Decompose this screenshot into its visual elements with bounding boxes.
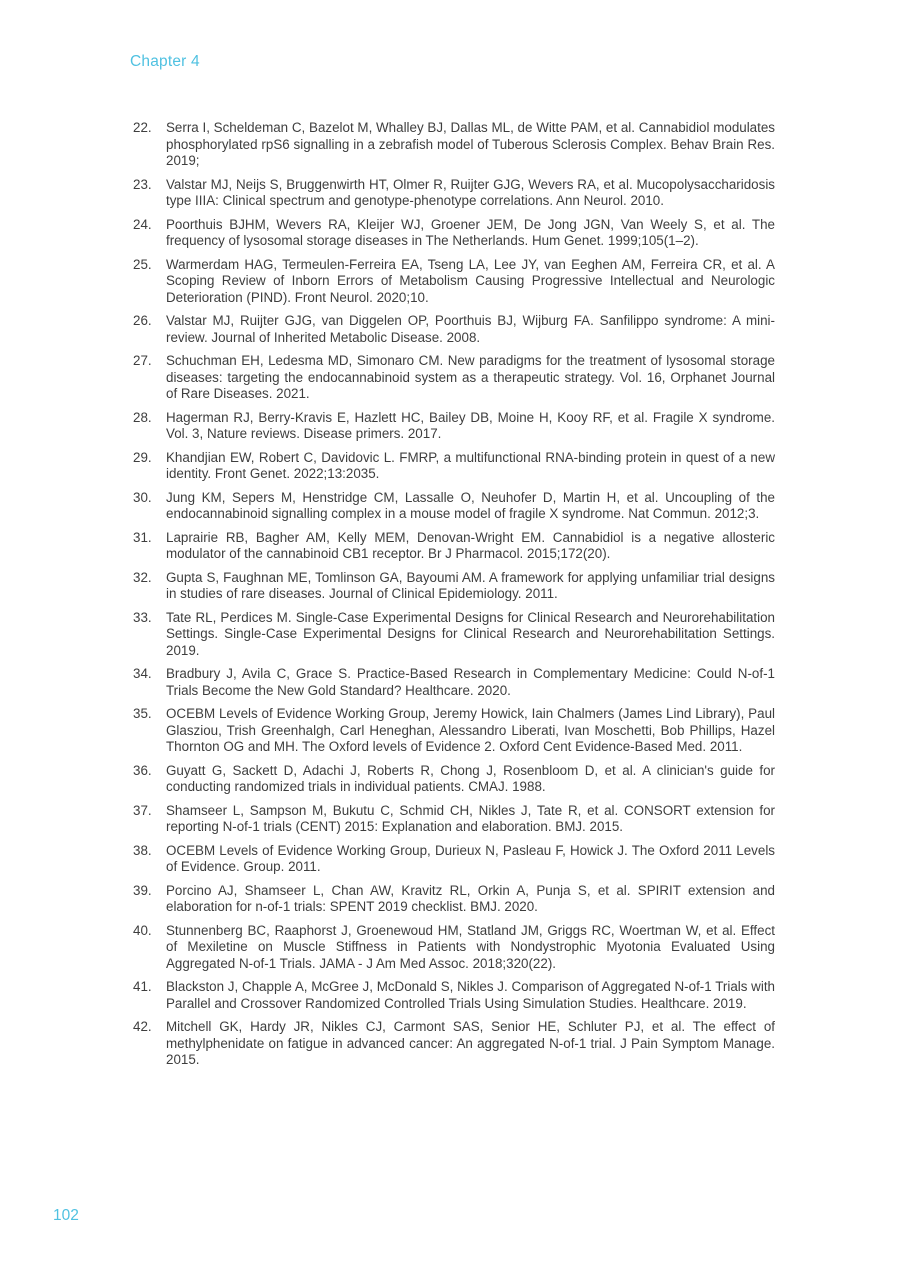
reference-text: Valstar MJ, Neijs S, Bruggenwirth HT, Olmer R, Ruijter GJG, Wevers RA, et al. Mucopolysaccharidosis type IIIA: Clinical spectrum and genotype-phenotype correlations. Ann Neurol. 2010. bbox=[166, 176, 775, 208]
reference-text: Jung KM, Sepers M, Henstridge CM, Lassalle O, Neuhofer D, Martin H, et al. Uncoupling of the endocannabinoid signalling complex in a mouse model of fragile X syndrome. Nat Commun. 2012;3. bbox=[166, 489, 775, 521]
reference-item bbox=[133, 763, 775, 796]
reference-text: Shamseer L, Sampson M, Bukutu C, Schmid CH, Nikles J, Tate R, et al. CONSORT extension for reporting N-of-1 trials (CENT) 2015: Explanation and elaboration. BMJ. 2015. bbox=[166, 802, 775, 834]
reference-text: Porcino AJ, Shamseer L, Chan AW, Kravitz RL, Orkin A, Punja S, et al. SPIRIT extension and elaboration for n-of-1 trials: SPENT 2019 checklist. BMJ. 2020. bbox=[166, 882, 775, 914]
reference-item bbox=[133, 353, 775, 403]
reference-number: 36. bbox=[133, 762, 152, 778]
reference-item bbox=[133, 257, 775, 307]
reference-item bbox=[133, 923, 775, 973]
reference-text: Valstar MJ, Ruijter GJG, van Diggelen OP, Poorthuis BJ, Wijburg FA. Sanfilippo syndrome: A mini-review. Journal of Inherited Metabolic Disease. 2008. bbox=[166, 313, 775, 345]
reference-item bbox=[133, 883, 775, 916]
reference-number: 32. bbox=[133, 569, 152, 585]
reference-item bbox=[133, 177, 775, 210]
reference-item bbox=[133, 120, 775, 170]
reference-item bbox=[133, 217, 775, 250]
reference-text: Bradbury J, Avila C, Grace S. Practice-Based Research in Complementary Medicine: Could N-of-1 Trials Become the New Gold Standard? Healthcare. 2020. bbox=[166, 666, 775, 698]
reference-item bbox=[133, 979, 775, 1012]
reference-text: Hagerman RJ, Berry-Kravis E, Hazlett HC, Bailey DB, Moine H, Kooy RF, et al. Fragile X syndrome. Vol. 3, Nature reviews. Disease primers. 2017. bbox=[166, 409, 775, 441]
page-number: 102 bbox=[53, 1207, 79, 1224]
chapter-header: Chapter 4 bbox=[130, 53, 200, 70]
reference-number: 39. bbox=[133, 882, 152, 898]
reference-item bbox=[133, 706, 775, 756]
reference-number: 22. bbox=[133, 120, 152, 135]
reference-number: 25. bbox=[133, 256, 152, 272]
reference-text: Khandjian EW, Robert C, Davidovic L. FMRP, a multifunctional RNA-binding protein in quest of a new identity. Front Genet. 2022;13:2035. bbox=[166, 449, 775, 481]
reference-number: 33. bbox=[133, 609, 152, 625]
reference-number: 30. bbox=[133, 489, 152, 505]
reference-text: Tate RL, Perdices M. Single-Case Experimental Designs for Clinical Research and Neurorehabilitation Settings. Single-Case Experimental Designs for Clinical Research and Neurorehabilitation Settings. 2019. bbox=[166, 609, 775, 658]
reference-text: Gupta S, Faughnan ME, Tomlinson GA, Bayoumi AM. A framework for applying unfamiliar trial designs in studies of rare diseases. Journal of Clinical Epidemiology. 2011. bbox=[166, 569, 775, 601]
reference-item bbox=[133, 570, 775, 603]
reference-item bbox=[133, 450, 775, 483]
reference-text: Warmerdam HAG, Termeulen-Ferreira EA, Tseng LA, Lee JY, van Eeghen AM, Ferreira CR, et al. A Scoping Review of Inborn Errors of Metabolism Causing Progressive Intellectual and Neurologic Deterioration (PIND). Front Neurol. 2020;10. bbox=[166, 256, 775, 305]
reference-item bbox=[133, 313, 775, 346]
reference-item bbox=[133, 410, 775, 443]
reference-number: 27. bbox=[133, 353, 152, 368]
reference-text: Serra I, Scheldeman C, Bazelot M, Whalley BJ, Dallas ML, de Witte PAM, et al. Cannabidiol modulates phosphorylated rpS6 signalling in a zebrafish model of Tuberous Sclerosis Complex. Behav Brain Res. 2019; bbox=[166, 120, 775, 168]
reference-number: 37. bbox=[133, 802, 152, 818]
reference-number: 41. bbox=[133, 979, 152, 994]
reference-text: Mitchell GK, Hardy JR, Nikles CJ, Carmont SAS, Senior HE, Schluter PJ, et al. The effect of methylphenidate on fatigue in advanced cancer: An aggregated N-of-1 trial. J Pain Symptom Manage. 2015. bbox=[166, 1019, 775, 1067]
reference-text: OCEBM Levels of Evidence Working Group, Durieux N, Pasleau F, Howick J. The Oxford 2011 Levels of Evidence. Group. 2011. bbox=[166, 842, 775, 874]
reference-text: Stunnenberg BC, Raaphorst J, Groenewoud HM, Statland JM, Griggs RC, Woertman W, et al. Effect of Mexiletine on Muscle Stiffness in Patients with Nondystrophic Myotonia Evaluated Using Aggregated N-of-1 Trials. JAMA - J Am Med Assoc. 2018;320(22). bbox=[166, 922, 775, 971]
reference-item bbox=[133, 803, 775, 836]
reference-number: 35. bbox=[133, 706, 152, 721]
reference-number: 28. bbox=[133, 409, 152, 425]
reference-text: Poorthuis BJHM, Wevers RA, Kleijer WJ, Groener JEM, De Jong JGN, Van Weely S, et al. The frequency of lysosomal storage diseases in The Netherlands. Hum Genet. 1999;105(1–2). bbox=[166, 216, 775, 248]
reference-text: Schuchman EH, Ledesma MD, Simonaro CM. New paradigms for the treatment of lysosomal storage diseases: targeting the endocannabinoid system as a therapeutic strategy. Vol. 16, Orphanet Journal of Rare Diseases. 2021. bbox=[166, 353, 775, 401]
reference-number: 40. bbox=[133, 922, 152, 938]
reference-item bbox=[133, 666, 775, 699]
reference-number: 34. bbox=[133, 666, 152, 681]
reference-item bbox=[133, 530, 775, 563]
reference-number: 31. bbox=[133, 529, 152, 545]
reference-text: OCEBM Levels of Evidence Working Group, Jeremy Howick, Iain Chalmers (James Lind Library), Paul Glasziou, Trish Greenhalgh, Carl Heneghan, Alessandro Liberati, Ivan Moschetti, Bob Phillips, Hazel Thornton OG and MH. The Oxford levels of Evidence 2. Oxford Cent Evidence-Based Med. 2011. bbox=[166, 706, 775, 754]
reference-number: 26. bbox=[133, 313, 152, 328]
reference-number: 23. bbox=[133, 176, 152, 192]
reference-item bbox=[133, 610, 775, 660]
reference-number: 42. bbox=[133, 1019, 152, 1034]
reference-number: 24. bbox=[133, 216, 152, 232]
reference-list bbox=[133, 120, 775, 1076]
reference-item bbox=[133, 490, 775, 523]
reference-number: 29. bbox=[133, 449, 152, 465]
reference-text: Blackston J, Chapple A, McGree J, McDonald S, Nikles J. Comparison of Aggregated N-of-1 Trials with Parallel and Crossover Randomized Controlled Trials Using Simulation Studies. Healthcare. 2019. bbox=[166, 979, 775, 1011]
reference-text: Laprairie RB, Bagher AM, Kelly MEM, Denovan-Wright EM. Cannabidiol is a negative allosteric modulator of the cannabinoid CB1 receptor. Br J Pharmacol. 2015;172(20). bbox=[166, 529, 775, 561]
reference-item bbox=[133, 1019, 775, 1069]
reference-item bbox=[133, 843, 775, 876]
reference-text: Guyatt G, Sackett D, Adachi J, Roberts R, Chong J, Rosenbloom D, et al. A clinician's guide for conducting randomized trials in individual patients. CMAJ. 1988. bbox=[166, 762, 775, 794]
reference-number: 38. bbox=[133, 842, 152, 858]
